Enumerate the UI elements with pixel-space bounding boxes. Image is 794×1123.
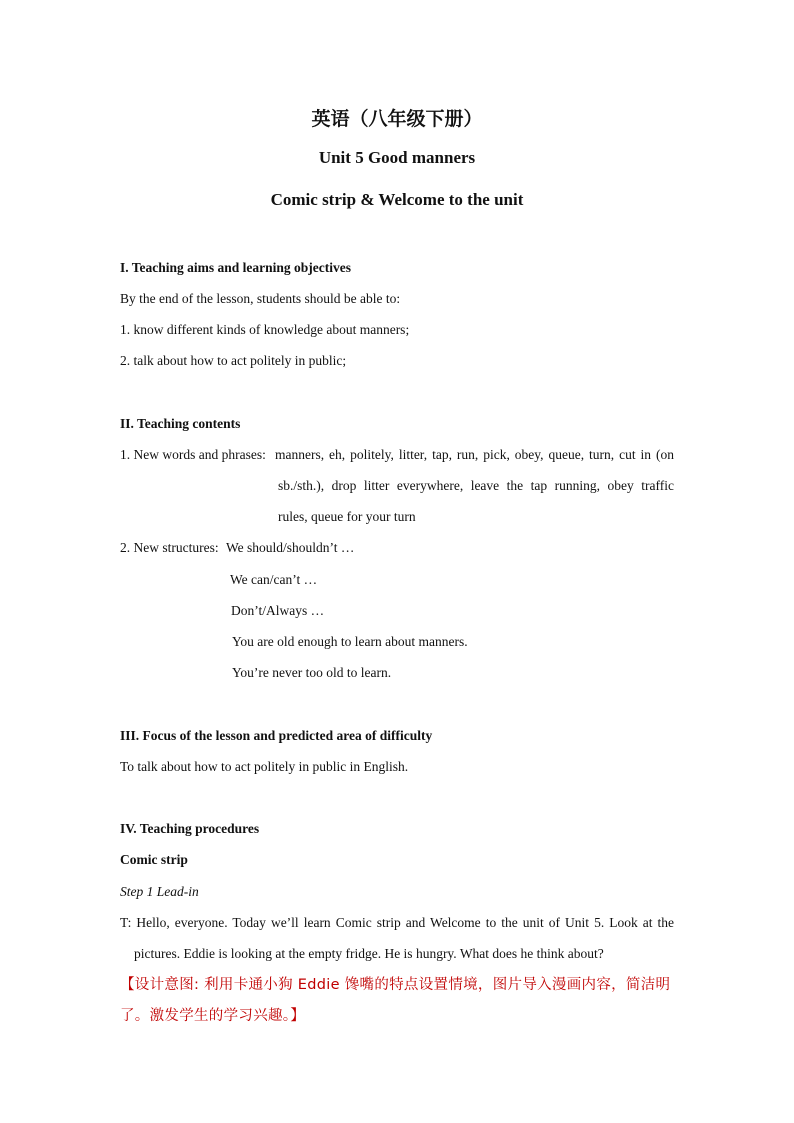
section4-heading: IV. Teaching procedures: [120, 821, 260, 836]
section1-item: 1. know different kinds of knowledge about manners;: [120, 322, 410, 337]
section1-intro: By the end of the lesson, students should be able to:: [120, 291, 401, 306]
section3-numeral: III.: [120, 728, 140, 743]
structure-item: You are old enough to learn about manners.: [232, 634, 468, 649]
section4-subheading: Comic strip: [120, 852, 188, 867]
section3-text: To talk about how to act politely in public in English.: [120, 759, 409, 774]
structure-item: You’re never too old to learn.: [232, 665, 392, 680]
structure-item: Don’t/Always …: [231, 603, 325, 618]
section2-heading: II. Teaching contents: [120, 416, 241, 431]
section1-heading: I. Teaching aims and learning objectives: [120, 260, 352, 275]
section3-heading-text: Focus of the lesson and predicted area of difficulty: [142, 728, 433, 743]
section1-item: 2. talk about how to act politely in public;: [120, 353, 347, 368]
structure-item: We should/shouldn’t …: [226, 540, 355, 555]
words-label: 1. New words and phrases:: [120, 447, 266, 462]
structures-label: 2. New structures:: [120, 540, 219, 555]
document-title: 英语（八年级下册）: [311, 108, 483, 130]
structure-item: We can/can’t …: [230, 572, 318, 587]
procedure-paragraph: pictures. Eddie is looking at the empty fridge. He is hungry. What does he think about?: [134, 946, 604, 961]
words-line: sb./sth.), drop litter everywhere, leave the tap running, obey traffic: [278, 478, 674, 493]
words-line: manners, eh, politely, litter, tap, run, pick, obey, queue, turn, cut in (on: [275, 447, 674, 462]
step-heading: Step 1 Lead-in: [120, 884, 199, 899]
procedure-paragraph: T: Hello, everyone. Today we’ll learn Comic strip and Welcome to the unit of Unit 5. Look at the: [120, 915, 674, 930]
section3-heading: [120, 727, 432, 745]
words-line: rules, queue for your turn: [278, 509, 416, 524]
design-note: 【设计意图: 利用卡通小狗 Eddie 馋嘴的特点设置情境，图片导入漫画内容，简洁明了。激发学生的学习兴趣。】: [120, 977, 671, 1024]
unit-title: Unit 5 Good manners: [318, 148, 476, 167]
lesson-title: Comic strip & Welcome to the unit: [270, 190, 524, 209]
